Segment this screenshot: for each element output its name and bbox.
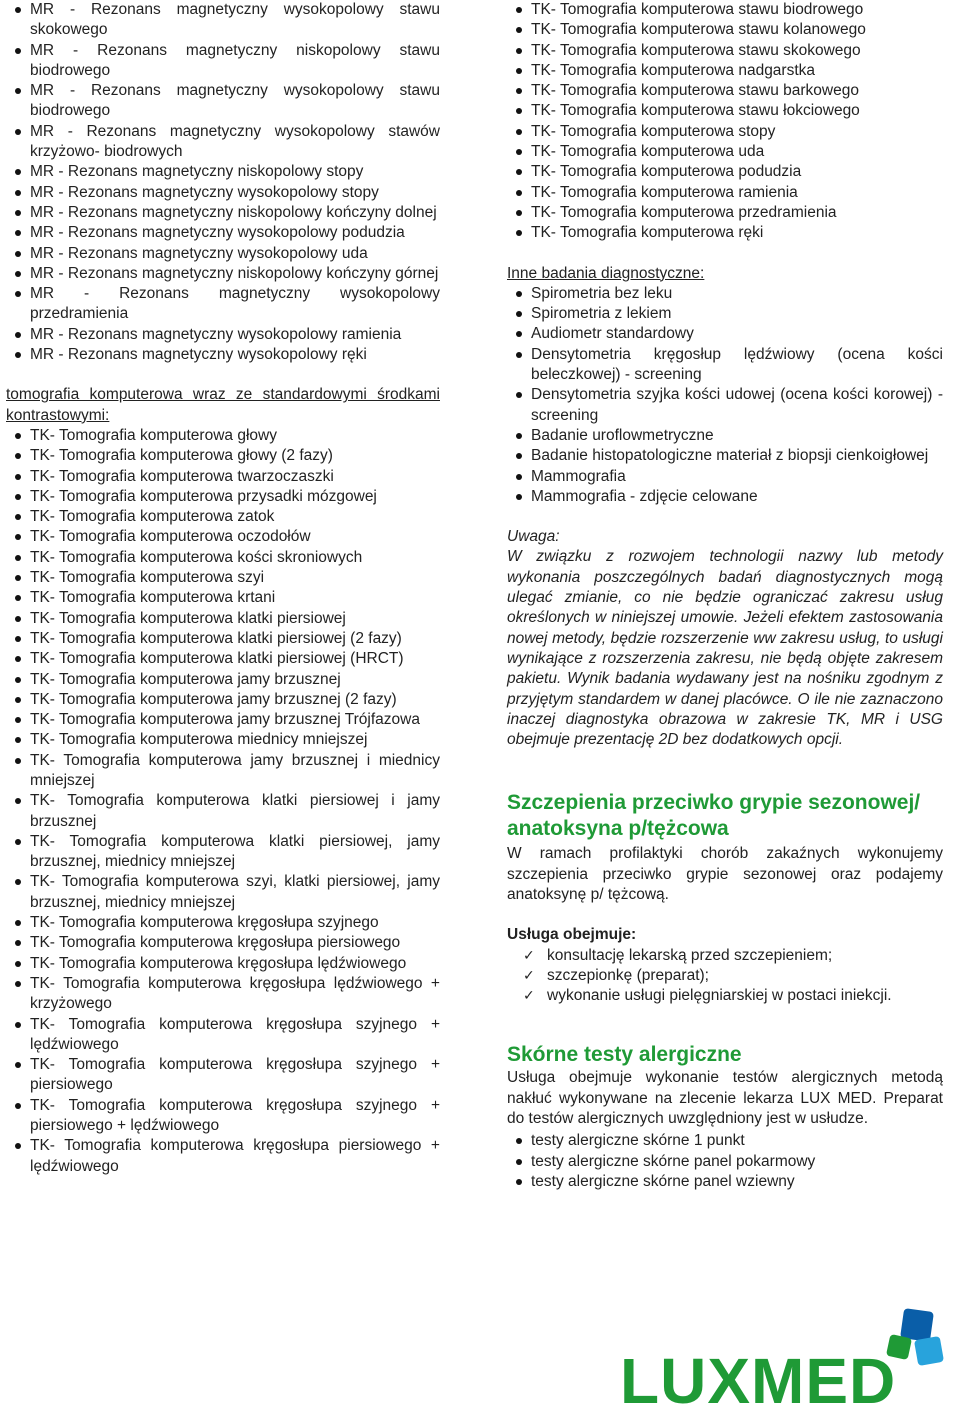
tk-list-right — [507, 0, 943, 244]
list-item: TK- Tomografia komputerowa klatki piersiowej, jamy brzusznej, miednicy mniejszej — [6, 832, 440, 873]
list-item: MR - Rezonans magnetyczny wysokopolowy stawu skokowego — [6, 0, 440, 41]
list-item: TK- Tomografia komputerowa jamy brzusznej Trójfazowa — [6, 710, 440, 730]
list-item: Audiometr standardowy — [507, 324, 943, 344]
left-column — [6, 0, 440, 1177]
list-item: TK- Tomografia komputerowa kręgosłupa lędźwiowego — [6, 954, 440, 974]
list-item: MR - Rezonans magnetyczny wysokopolowy stawów krzyżowo- biodrowych — [6, 122, 440, 163]
list-item: TK- Tomografia komputerowa głowy — [6, 426, 440, 446]
list-item: MR - Rezonans magnetyczny wysokopolowy stawu biodrowego — [6, 81, 440, 122]
list-item: TK- Tomografia komputerowa nadgarstka — [507, 61, 943, 81]
list-item: TK- Tomografia komputerowa stawu łokciowego — [507, 101, 943, 121]
check-icon: ✓ — [523, 967, 535, 984]
check-item-label: konsultację lekarską przed szczepieniem; — [547, 946, 833, 964]
list-item: TK- Tomografia komputerowa ręki — [507, 223, 943, 243]
tk-list-left — [6, 426, 440, 1177]
list-item: TK- Tomografia komputerowa kręgosłupa lędźwiowego + krzyżowego — [6, 974, 440, 1015]
testy-list — [507, 1131, 943, 1192]
list-item: TK- Tomografia komputerowa kręgosłupa szyjnego — [6, 913, 440, 933]
list-item: TK- Tomografia komputerowa uda — [507, 142, 943, 162]
check-item — [507, 986, 943, 1006]
list-item: MR - Rezonans magnetyczny wysokopolowy uda — [6, 244, 440, 264]
list-item: Badanie histopatologiczne materiał z biopsji cienkoigłowej — [507, 446, 943, 466]
obejmuje-label: Usługa obejmuje: — [507, 926, 637, 944]
list-item: Mammografia - zdjęcie celowane — [507, 487, 943, 507]
luxmed-logo — [620, 1308, 950, 1408]
right-column — [507, 0, 943, 1192]
list-item: MR - Rezonans magnetyczny wysokopolowy podudzia — [6, 223, 440, 243]
testy-body: Usługa obejmuje wykonanie testów alergicznych metodą nakłuć wykonywane na zlecenie lekarza LUX MED. Preparat do testów alergicznych uwzględniony jest w usłudze. — [507, 1069, 943, 1128]
list-item: TK- Tomografia komputerowa krtani — [6, 588, 440, 608]
list-item: TK- Tomografia komputerowa stawu barkowego — [507, 81, 943, 101]
uwaga-text: W związku z rozwojem technologii nazwy lub metody wykonania poszczególnych badań diagnostycznych mogą ulegać zmianie, co nie będzie ograniczać zakresu usług określonych w niniejszej umowie. Jeżeli efektem zastosowania nowej metody, będzie rozszerzenie ww zakresu usług, to usługi wynikające z rozszerzenia zakresu, nie będą objęte zakresem pakietu. Wynik badania wydawany jest na nośniku zgodnym z przyjętym standardem w danej placówce. O ile nie zaznaczono inaczej diagnostyka obrazowa w zakresie TK, MR i USG obejmuje prezentację 2D bez dodatkowych opcji. — [507, 548, 943, 749]
tk-section-heading: tomografia komputerowa wraz ze standardowymi środkami kontrastowymi: — [6, 386, 440, 424]
szczepienia-body: W ramach profilaktyki chorób zakaźnych wykonujemy szczepienia przeciwko grypie sezonowej oraz podajemy anatoksynę p/ tężcową. — [507, 845, 943, 903]
list-item: testy alergiczne skórne panel pokarmowy — [507, 1152, 943, 1172]
check-item-label: szczepionkę (preparat); — [547, 966, 709, 984]
list-item: TK- Tomografia komputerowa klatki piersiowej (HRCT) — [6, 649, 440, 669]
check-icon: ✓ — [523, 947, 535, 964]
list-item: TK- Tomografia komputerowa zatok — [6, 507, 440, 527]
list-item: MR - Rezonans magnetyczny niskopolowy kończyny górnej — [6, 264, 440, 284]
list-item: MR - Rezonans magnetyczny niskopolowy kończyny dolnej — [6, 203, 440, 223]
check-icon: ✓ — [523, 988, 535, 1005]
list-item: TK- Tomografia komputerowa przedramienia — [507, 203, 943, 223]
inne-heading: Inne badania diagnostyczne: — [507, 264, 705, 282]
list-item: MR - Rezonans magnetyczny wysokopolowy ręki — [6, 345, 440, 365]
list-item: TK- Tomografia komputerowa podudzia — [507, 162, 943, 182]
list-item: TK- Tomografia komputerowa stawu skokowego — [507, 41, 943, 61]
list-item: TK- Tomografia komputerowa ramienia — [507, 183, 943, 203]
luxmed-logo-graphic — [620, 1308, 950, 1408]
mr-list — [6, 0, 440, 365]
check-list — [507, 946, 943, 1007]
list-item: TK- Tomografia komputerowa kręgosłupa szyjnego + piersiowego + lędźwiowego — [6, 1096, 440, 1137]
list-item: Spirometria z lekiem — [507, 304, 943, 324]
list-item: MR - Rezonans magnetyczny niskopolowy stawu biodrowego — [6, 41, 440, 82]
list-item: TK- Tomografia komputerowa klatki piersiowej i jamy brzusznej — [6, 791, 440, 832]
check-item — [507, 946, 943, 966]
list-item: Densytometria kręgosłup lędźwiowy (ocena kości beleczkowej) - screening — [507, 345, 943, 386]
list-item: TK- Tomografia komputerowa oczodołów — [6, 527, 440, 547]
list-item: Mammografia — [507, 467, 943, 487]
list-item: TK- Tomografia komputerowa kości skroniowych — [6, 548, 440, 568]
list-item: TK- Tomografia komputerowa kręgosłupa piersiowego + lędźwiowego — [6, 1136, 440, 1177]
list-item: Densytometria szyjka kości udowej (ocena kości korowej) - screening — [507, 385, 943, 426]
list-item: TK- Tomografia komputerowa kręgosłupa piersiowego — [6, 933, 440, 953]
list-item: TK- Tomografia komputerowa stawu biodrowego — [507, 0, 943, 20]
list-item: TK- Tomografia komputerowa klatki piersiowej (2 fazy) — [6, 629, 440, 649]
list-item: testy alergiczne skórne 1 punkt — [507, 1131, 943, 1151]
check-item — [507, 966, 943, 986]
list-item: TK- Tomografia komputerowa szyi — [6, 568, 440, 588]
list-item: TK- Tomografia komputerowa stawu kolanowego — [507, 20, 943, 40]
szczepienia-title: Szczepienia przeciwko grypie sezonowej/ anatoksyna p/tężcowa — [507, 791, 921, 841]
list-item: Spirometria bez leku — [507, 284, 943, 304]
check-item-label: wykonanie usługi pielęgniarskiej w postaci iniekcji. — [547, 987, 892, 1005]
list-item: TK- Tomografia komputerowa jamy brzusznej i miednicy mniejszej — [6, 751, 440, 792]
list-item: TK- Tomografia komputerowa kręgosłupa szyjnego + piersiowego — [6, 1055, 440, 1096]
list-item: MR - Rezonans magnetyczny wysokopolowy stopy — [6, 183, 440, 203]
list-item: TK- Tomografia komputerowa klatki piersiowej — [6, 609, 440, 629]
list-item: MR - Rezonans magnetyczny niskopolowy stopy — [6, 162, 440, 182]
list-item: TK- Tomografia komputerowa przysadki mózgowej — [6, 487, 440, 507]
list-item: TK- Tomografia komputerowa szyi, klatki piersiowej, jamy brzusznej, miednicy mniejszej — [6, 872, 440, 913]
list-item: TK- Tomografia komputerowa jamy brzusznej (2 fazy) — [6, 690, 440, 710]
logo-wordmark: LUXMED — [620, 1345, 897, 1408]
uwaga-label: Uwaga: — [507, 528, 560, 546]
list-item: TK- Tomografia komputerowa stopy — [507, 122, 943, 142]
list-item: MR - Rezonans magnetyczny wysokopolowy przedramienia — [6, 284, 440, 325]
list-item: testy alergiczne skórne panel wziewny — [507, 1172, 943, 1192]
list-item: TK- Tomografia komputerowa miednicy mniejszej — [6, 730, 440, 750]
list-item: TK- Tomografia komputerowa kręgosłupa szyjnego + lędźwiowego — [6, 1015, 440, 1056]
list-item: Badanie uroflowmetryczne — [507, 426, 943, 446]
list-item: TK- Tomografia komputerowa jamy brzusznej — [6, 670, 440, 690]
inne-list — [507, 284, 943, 507]
list-item: TK- Tomografia komputerowa głowy (2 fazy) — [6, 446, 440, 466]
testy-title: Skórne testy alergiczne — [507, 1043, 742, 1067]
list-item: MR - Rezonans magnetyczny wysokopolowy ramienia — [6, 325, 440, 345]
list-item: TK- Tomografia komputerowa twarzoczaszki — [6, 467, 440, 487]
